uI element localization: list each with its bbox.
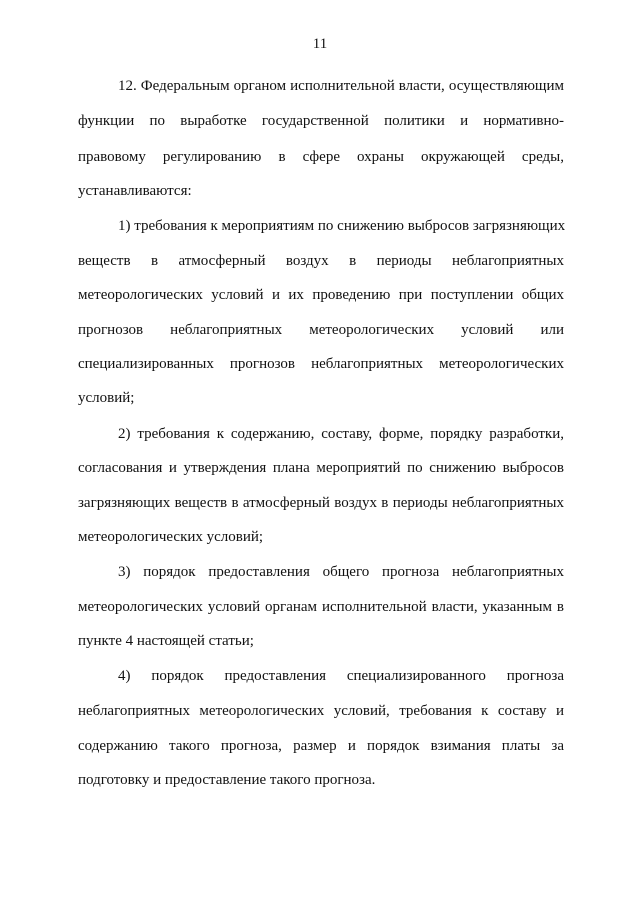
text-line: метеорологических условий и их проведению при поступлении общих <box>78 287 564 303</box>
text-line: согласования и утверждения плана мероприятий по снижению выбросов <box>78 460 564 476</box>
text-line: прогнозов неблагоприятных метеорологических условий или <box>78 322 564 338</box>
text-line: веществ в атмосферный воздух в периоды неблагоприятных <box>78 253 564 269</box>
text-line: 2) требования к содержанию, составу, форме, порядку разработки, <box>118 426 564 442</box>
text-line: правовому регулированию в сфере охраны окружающей среды, <box>78 149 564 165</box>
text-line: метеорологических условий органам исполнительной власти, указанным в <box>78 599 564 615</box>
text-line: 12. Федеральным органом исполнительной власти, осуществляющим <box>118 78 564 94</box>
text-line: пункте 4 настоящей статьи; <box>78 633 254 649</box>
page-number: 11 <box>312 36 328 52</box>
text-line: 1) требования к мероприятиям по снижению выбросов загрязняющих <box>118 218 566 234</box>
text-line: 4) порядок предоставления специализированного прогноза <box>118 668 564 684</box>
text-line: метеорологических условий; <box>78 529 264 545</box>
text-line: функции по выработке государственной политики и нормативно- <box>78 113 564 129</box>
text-line: устанавливаются: <box>78 183 192 199</box>
text-line: условий; <box>78 390 135 406</box>
text-line: неблагоприятных метеорологических условий, требования к составу и <box>78 703 564 719</box>
text-line: подготовку и предоставление такого прогноза. <box>78 772 376 788</box>
text-line: загрязняющих веществ в атмосферный воздух в периоды неблагоприятных <box>78 495 564 511</box>
text-line: 3) порядок предоставления общего прогноза неблагоприятных <box>118 564 564 580</box>
text-line: содержанию такого прогноза, размер и порядок взимания платы за <box>78 738 564 754</box>
text-line: специализированных прогнозов неблагоприятных метеорологических <box>78 356 564 372</box>
